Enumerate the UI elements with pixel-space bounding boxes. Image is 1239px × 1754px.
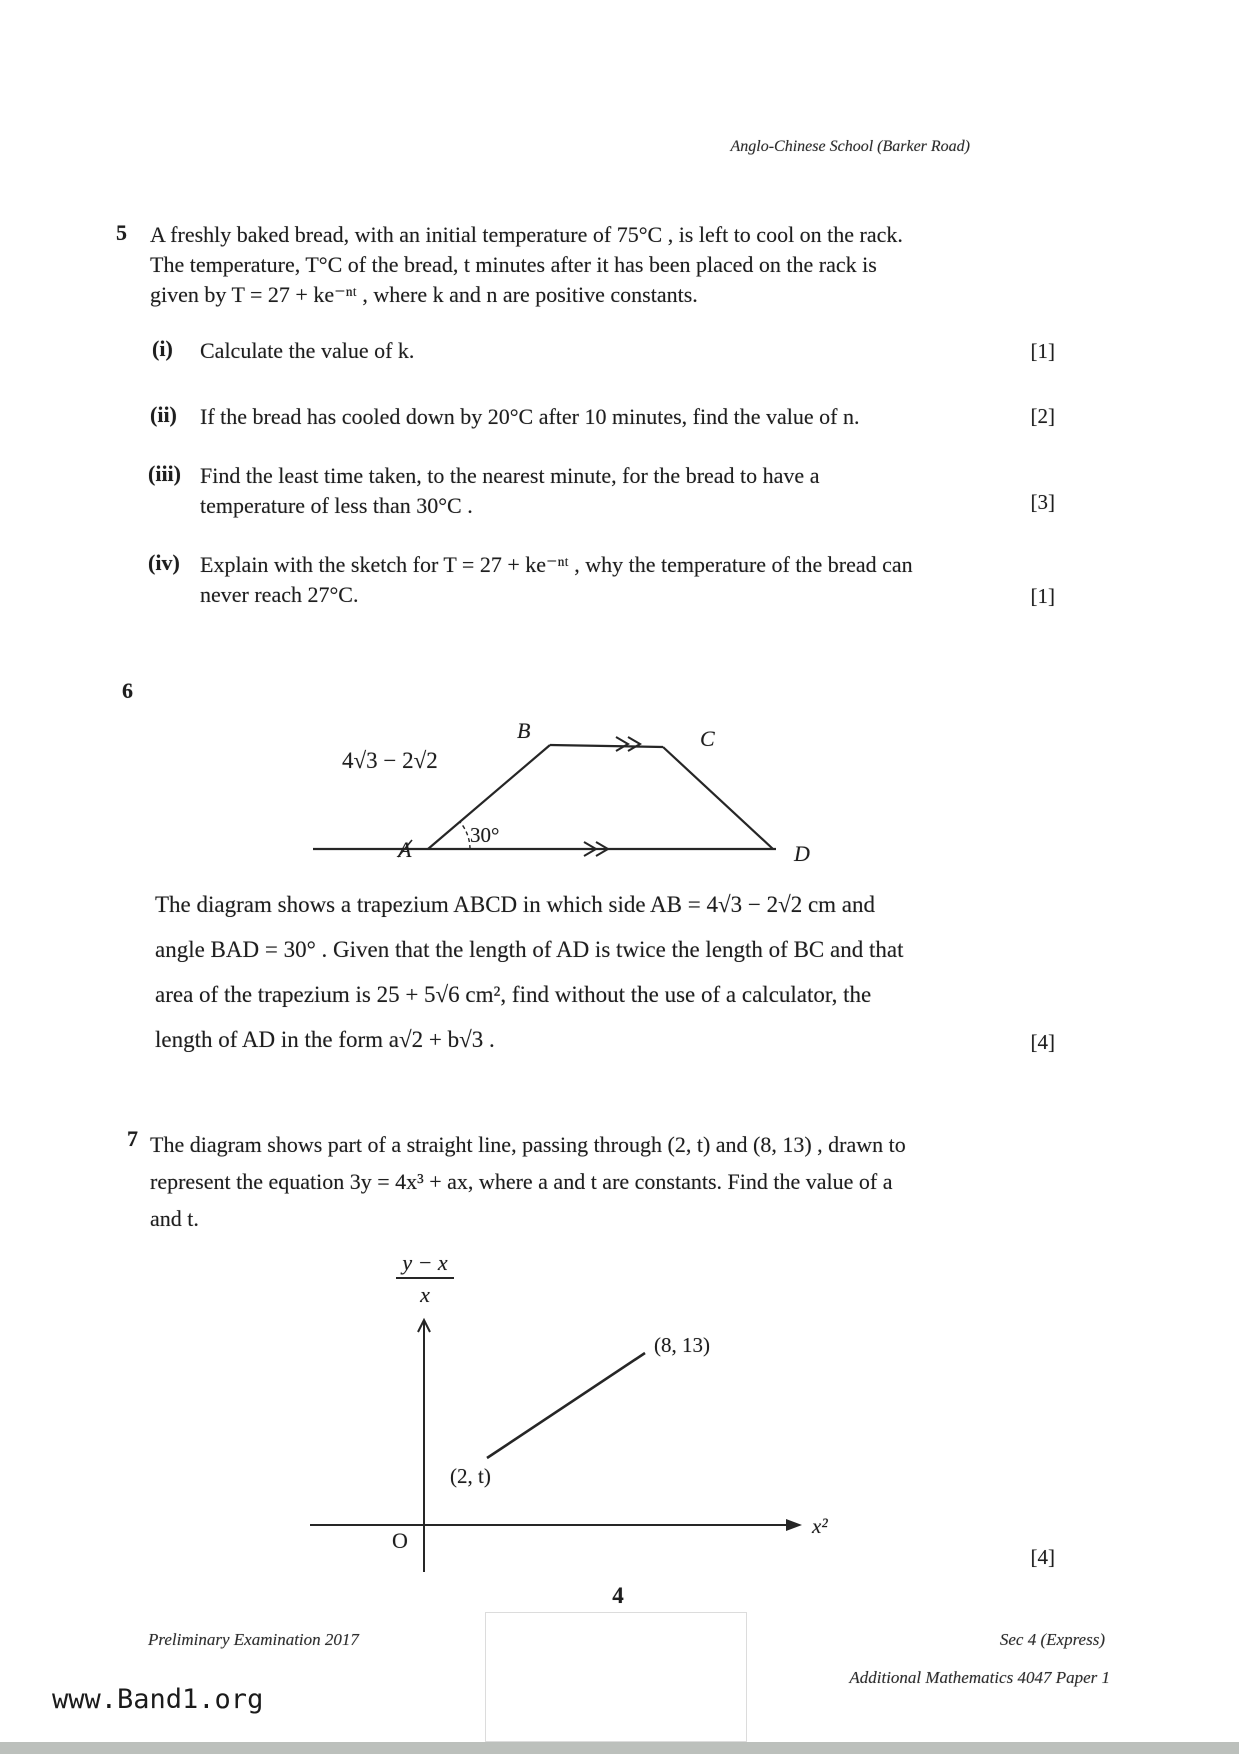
header-school-text: Anglo-Chinese School (Barker Road) [730, 138, 970, 155]
q7-number: 7 [127, 1126, 138, 1151]
vertex-label-b: B [517, 718, 531, 743]
q5-part-i-label: (i) [152, 336, 173, 361]
q5-part-i-text [200, 336, 414, 366]
x-axis-arrow-icon [786, 1519, 802, 1531]
q5-part-iii-text [200, 461, 819, 521]
q5-part-iii-line-1: Find the least time taken, to the nearest minute, for the bread to have a [200, 463, 820, 488]
q5-intro-line-2: The temperature, T°C of the bread, t minutes after it has been placed on the rack is [150, 252, 877, 277]
page-number: 4 [612, 1583, 624, 1608]
point-8-13-label: (8, 13) [654, 1333, 710, 1357]
q5-part-iv-text [200, 550, 913, 610]
q7-body [150, 1126, 906, 1237]
side-bc-line [550, 745, 663, 747]
q5-intro [150, 220, 903, 310]
footer-course-level: Sec 4 (Express) [999, 1630, 1105, 1649]
point-2t-label: (2, t) [450, 1464, 491, 1488]
watermark-url: www.Band1.org [52, 1684, 264, 1715]
vertex-label-a: A [398, 837, 412, 862]
line-segment [487, 1353, 645, 1458]
q5-part-iii-label: (iii) [148, 461, 181, 486]
q7-body-line-1: The diagram shows part of a straight line, passing through (2, t) and (8, 13) , drawn to [150, 1132, 906, 1157]
q6-body-line-1: The diagram shows a trapezium ABCD in which side AB = 4√3 − 2√2 cm and [155, 892, 875, 917]
angle-arc [460, 822, 470, 849]
q5-part-iv-label: (iv) [148, 550, 180, 575]
q6-number: 6 [122, 678, 133, 703]
q7-body-line-3: and t. [150, 1206, 199, 1231]
q5-intro-line-3: given by T = 27 + ke⁻ⁿᵗ , where k and n are positive constants. [150, 282, 698, 307]
x-axis-label: x² [812, 1514, 828, 1538]
scan-edge-strip [0, 1742, 1239, 1754]
q5-part-ii-marks: [2] [1030, 404, 1055, 428]
q5-part-ii-label: (ii) [150, 402, 177, 427]
q5-part-i-line-1: Calculate the value of k. [200, 338, 415, 363]
q6-marks: [4] [1030, 1030, 1055, 1054]
y-axis-label-numerator: y − x [402, 1250, 448, 1275]
vertex-label-c: C [700, 726, 715, 751]
q5-intro-line-1: A freshly baked bread, with an initial temperature of 75°C , is left to cool on the rack. [150, 222, 903, 247]
q5-part-ii-text [200, 402, 859, 432]
q7-marks: [4] [1030, 1545, 1055, 1569]
parallel-marks-bc-icon [616, 737, 640, 751]
q5-part-iii-marks: [3] [1030, 490, 1055, 514]
q6-body-line-4: length of AD in the form a√2 + b√3 . [155, 1027, 495, 1052]
q5-part-iv-line-1: Explain with the sketch for T = 27 + ke⁻ⁿᵗ , why the temperature of the bread can [200, 552, 913, 577]
side-cd-line [663, 747, 773, 849]
y-axis-label-denominator: x [420, 1282, 430, 1307]
q5-part-iv-line-2: never reach 27°C. [200, 582, 359, 607]
q5-part-iv-marks: [1] [1030, 584, 1055, 608]
footer-exam-title: Preliminary Examination 2017 [148, 1630, 359, 1649]
straight-line-graph [280, 1240, 840, 1585]
trapezium-diagram [300, 700, 830, 875]
origin-label: O [392, 1528, 408, 1553]
q5-part-iii-line-2: temperature of less than 30°C . [200, 493, 473, 518]
side-ab-length-label: 4√3 − 2√2 [342, 748, 438, 773]
footer-paper-title: Additional Mathematics 4047 Paper 1 [849, 1668, 1110, 1687]
q6-body-line-3: area of the trapezium is 25 + 5√6 cm², find without the use of a calculator, the [155, 982, 872, 1007]
q5-number: 5 [116, 220, 127, 245]
q5-part-ii-line-1: If the bread has cooled down by 20°C after 10 minutes, find the value of n. [200, 404, 860, 429]
angle-30-label: 30° [470, 823, 500, 847]
vertex-label-d: D [794, 841, 810, 866]
q6-body [155, 882, 903, 1062]
header-school-name [560, 138, 970, 156]
q6-body-line-2: angle BAD = 30° . Given that the length of AD is twice the length of BC and that [155, 937, 904, 962]
q7-body-line-2: represent the equation 3y = 4x³ + ax, where a and t are constants. Find the value of a [150, 1169, 893, 1194]
q5-part-i-marks: [1] [1030, 339, 1055, 363]
y-axis-label [396, 1250, 454, 1307]
